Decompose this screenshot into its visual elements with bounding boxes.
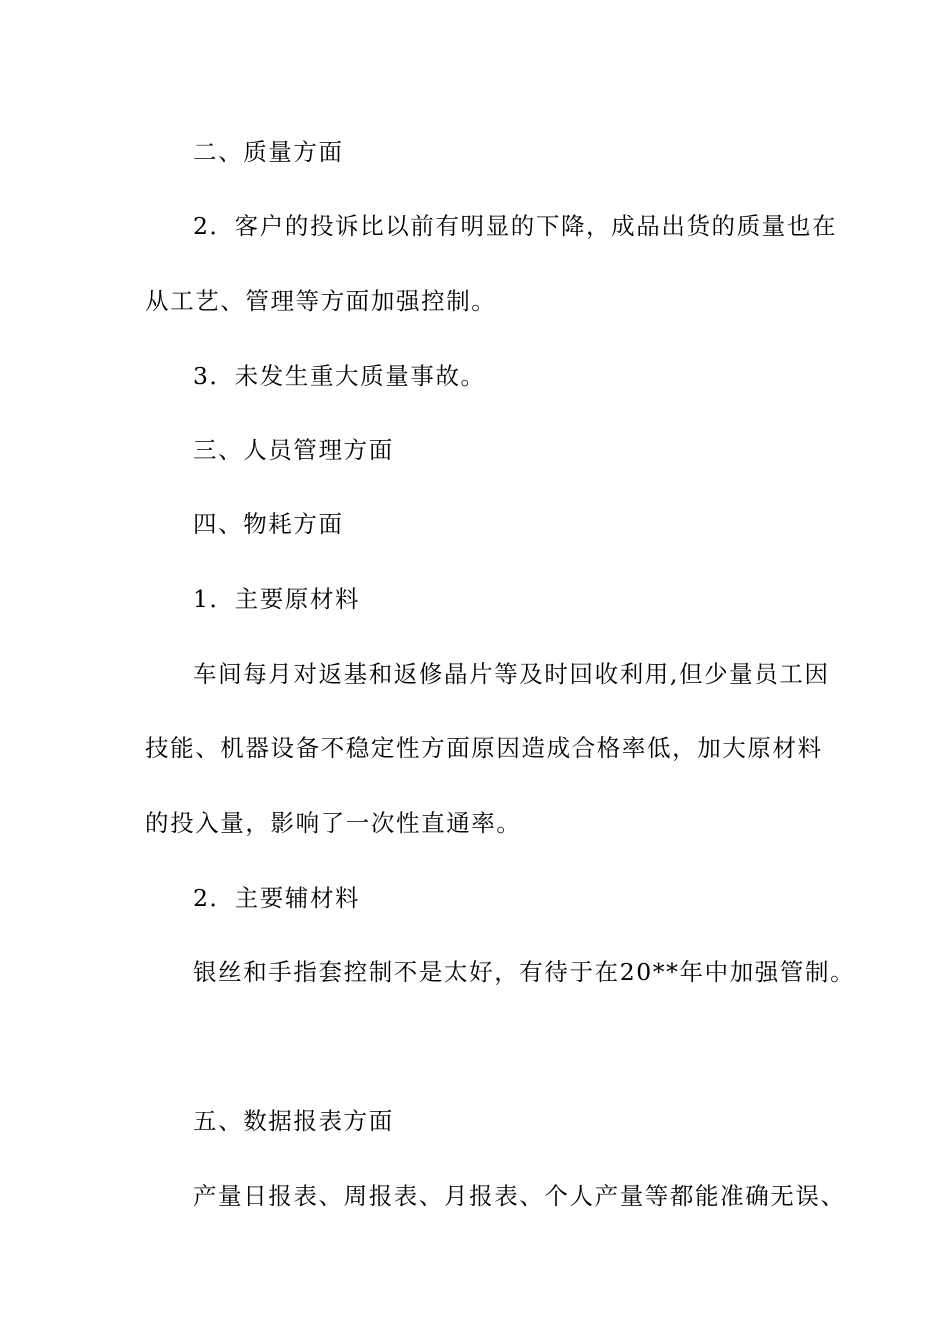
section-heading-reports: 五、数据报表方面: [193, 1107, 394, 1135]
paragraph-line: 银丝和手指套控制不是太好，有待于在20**年中加强管制。: [193, 958, 856, 986]
paragraph-line: 产量日报表、周报表、月报表、个人产量等都能准确无误、: [193, 1182, 846, 1210]
paragraph-line: 车间每月对返基和返修晶片等及时回收利用,但少量员工因: [193, 660, 830, 688]
paragraph-line: 3．未发生重大质量事故。: [193, 362, 486, 390]
section-heading-materials: 四、物耗方面: [193, 510, 344, 538]
subheading-raw-materials: 1．主要原材料: [193, 585, 361, 613]
paragraph-line: 从工艺、管理等方面加强控制。: [145, 287, 497, 315]
paragraph-line: 技能、机器设备不稳定性方面原因造成合格率低，加大原材料: [145, 734, 823, 762]
subheading-auxiliary-materials: 2．主要辅材料: [193, 884, 361, 912]
paragraph-line: 2．客户的投诉比以前有明显的下降，成品出货的质量也在: [193, 212, 838, 240]
paragraph-line: 的投入量，影响了一次性直通率。: [145, 809, 522, 837]
section-heading-quality: 二、质量方面: [193, 138, 344, 166]
section-heading-personnel: 三、人员管理方面: [193, 436, 394, 464]
